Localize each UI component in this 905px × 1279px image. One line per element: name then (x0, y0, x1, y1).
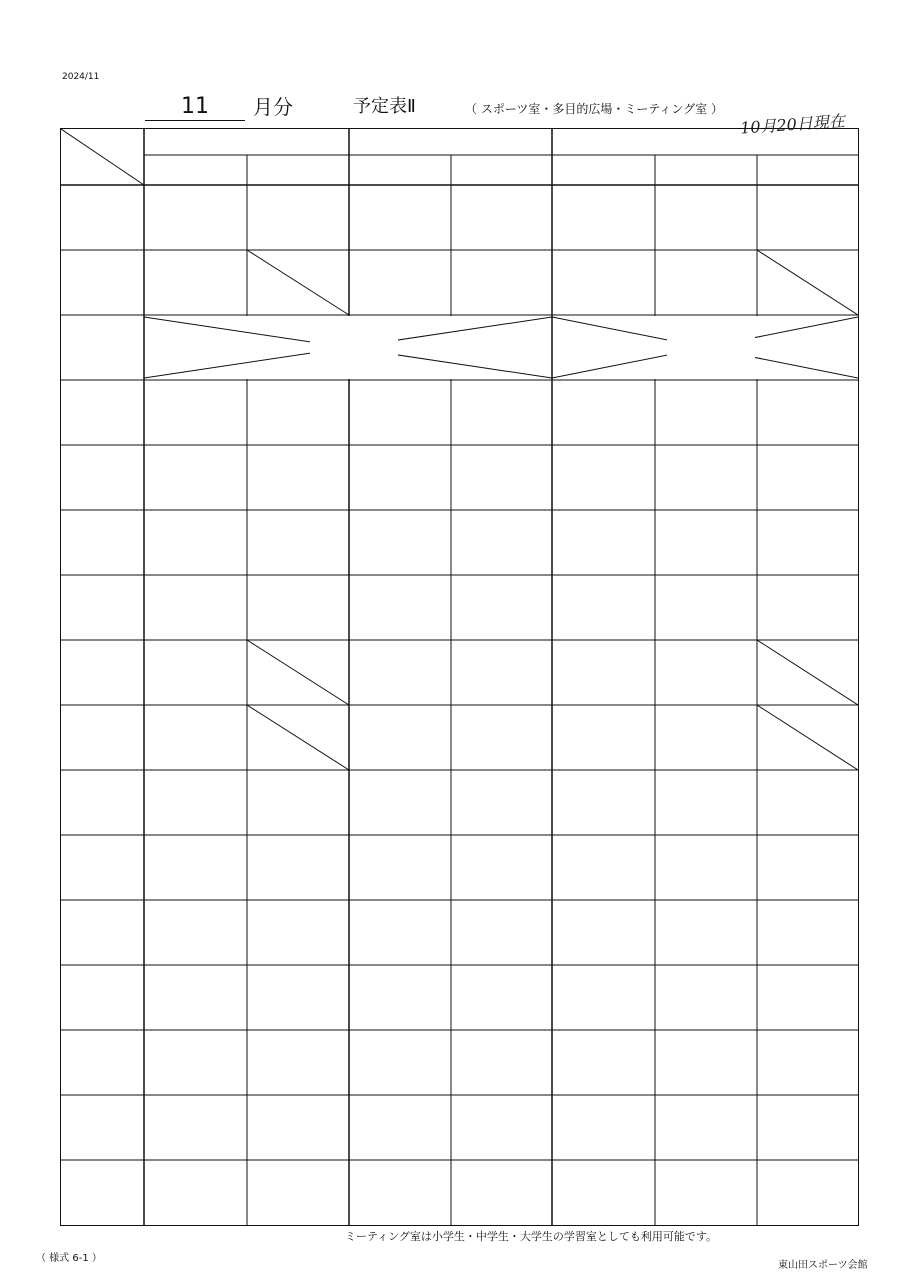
booking-entry (247, 1030, 349, 1095)
group-header-multipurpose-plaza (349, 129, 552, 155)
document-date: 2024/11 (62, 72, 100, 82)
booking-entry (144, 1095, 247, 1160)
time-slot-header (349, 157, 451, 187)
corner-time-label (101, 155, 143, 169)
booking-entry (247, 380, 349, 445)
booking-entry (144, 250, 247, 315)
as-of-handwritten-note: 10月20日現在 (739, 111, 846, 138)
booking-entry (144, 575, 247, 640)
booking-entry (552, 380, 655, 445)
booking-entry (144, 900, 247, 965)
schedule-subtitle: （ スポーツ室・多目的広場・ミーティング室 ） (465, 102, 723, 116)
booking-entry (247, 185, 349, 250)
booking-entry (144, 705, 247, 770)
month-number: 11 (145, 94, 245, 121)
booking-entry (144, 185, 247, 250)
facility-name: 東山田スポーツ会館 (778, 1260, 868, 1271)
form-code: （ 様式 6-1 ） (36, 1253, 102, 1264)
closed-day-label (667, 337, 755, 359)
unavailable-slash (247, 705, 349, 770)
booking-entry (247, 510, 349, 575)
booking-entry (247, 575, 349, 640)
schedule-title: 予定表Ⅱ (353, 96, 416, 117)
booking-entry (247, 445, 349, 510)
time-slot-header (451, 157, 552, 187)
group-header-sports-room (144, 129, 349, 155)
unavailable-slash (757, 705, 858, 770)
corner-day-label (63, 171, 113, 185)
unavailable-slash (247, 250, 349, 315)
booking-entry (247, 835, 349, 900)
booking-entry (144, 640, 247, 705)
booking-entry (144, 445, 247, 510)
month-unit: 月分 (253, 95, 293, 119)
booking-entry (247, 965, 349, 1030)
booking-entry (144, 510, 247, 575)
booking-entry (144, 770, 247, 835)
time-slot-header (144, 157, 247, 187)
group-header-meeting-room (552, 129, 858, 155)
unavailable-slash (247, 640, 349, 705)
time-slot-header (552, 157, 655, 187)
booking-entry (144, 835, 247, 900)
time-slot-header (247, 157, 349, 187)
booking-entry (247, 1095, 349, 1160)
time-slot-header (757, 157, 858, 187)
closed-day-label (310, 337, 398, 359)
booking-entry (247, 900, 349, 965)
schedule-table (60, 128, 859, 1226)
unavailable-slash (757, 250, 858, 315)
time-slot-header (655, 157, 757, 187)
footer-note: ミーティング室は小学生・中学生・大学生の学習室としても利用可能です。 (345, 1230, 718, 1243)
unavailable-slash (757, 640, 858, 705)
